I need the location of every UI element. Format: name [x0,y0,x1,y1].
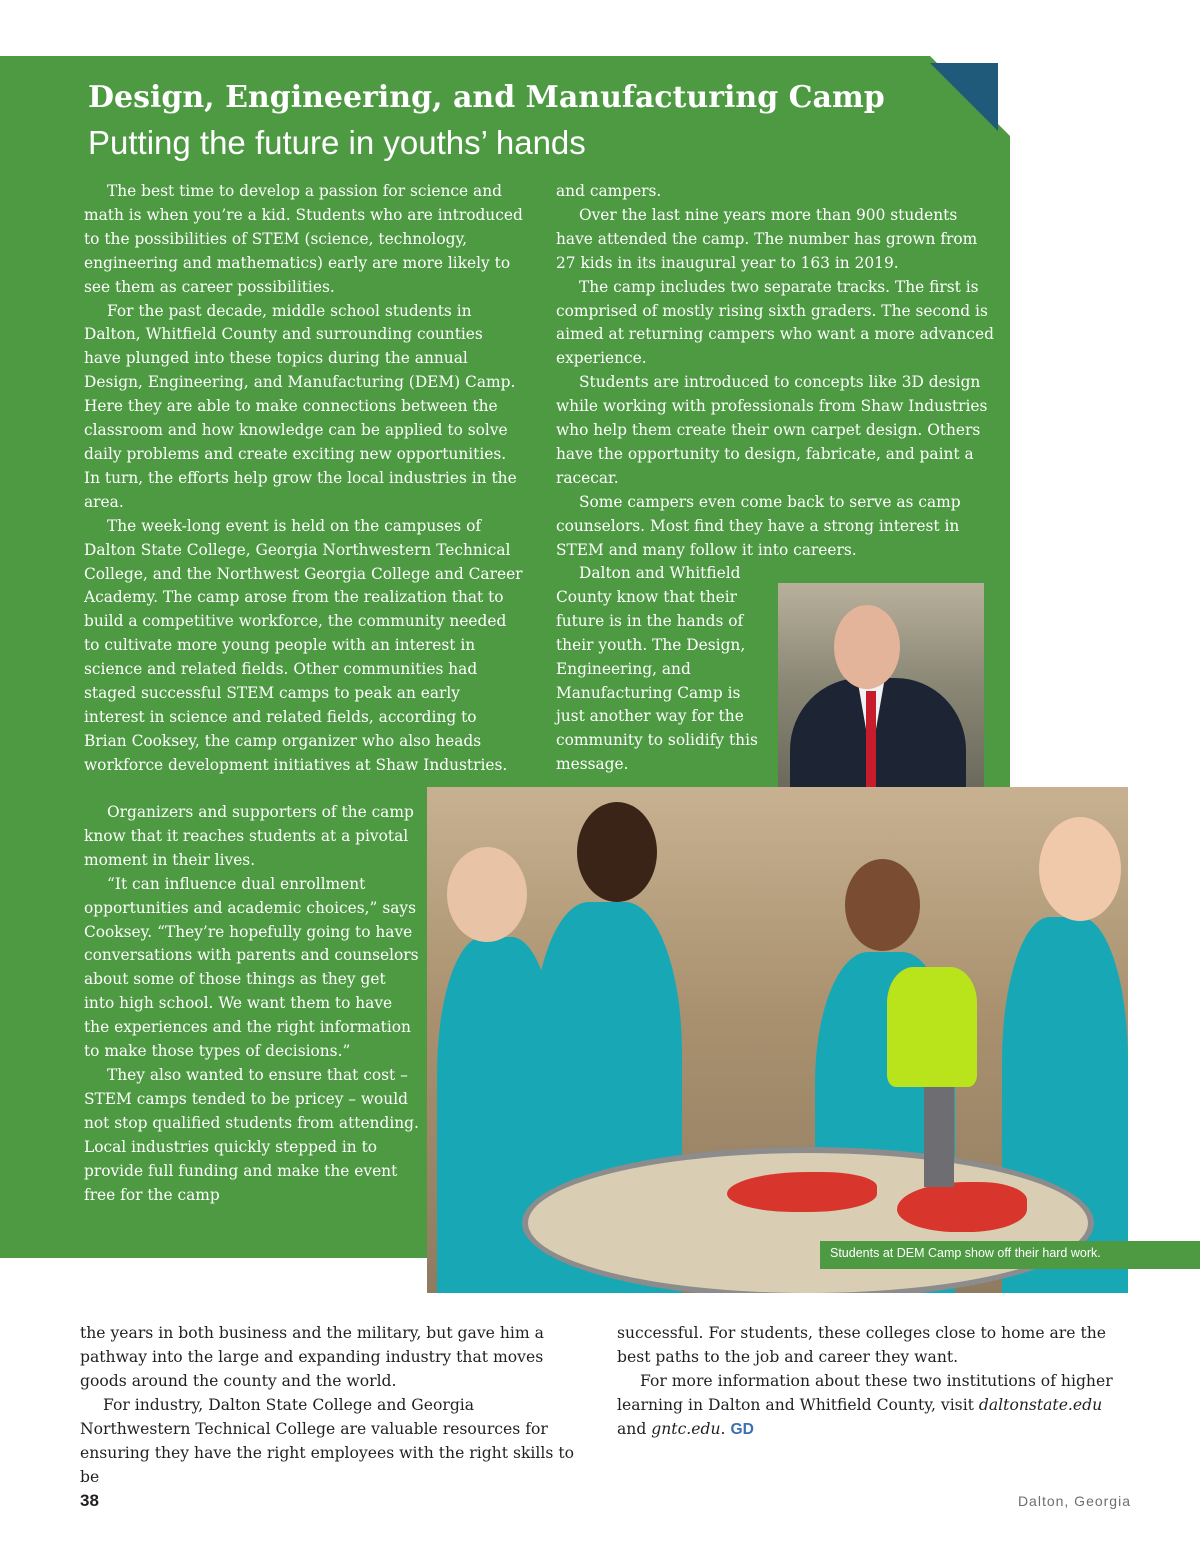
link-gntc[interactable]: gntc.edu [651,1420,721,1438]
continued-column-left [80,1321,580,1489]
body-column-left-top [84,180,524,778]
conjunction: and [617,1420,652,1438]
photo-figure-head [845,859,920,951]
paragraph: For the past decade, middle school students in Dalton, Whitfield County and surrounding counties have plunged into these topics during the annual Design, Engineering, and Manufacturing (DEM) Camp. Here they are able to make connections between the classroom and how knowledge can be applied to solve daily problems and create exciting new opportunities. In turn, the efforts help grow the local industries in the area. [84,301,517,511]
paragraph-lead: For more information about these two institutions of higher learning in Dalton and Whitfield County, visit [617,1372,1113,1414]
article-subtitle: Putting the future in youths’ hands [88,124,586,161]
body-column-right-top [556,180,996,563]
photo-flame-art [727,1172,877,1212]
paragraph: and campers. [556,182,662,200]
article-title: Design, Engineering, and Manufacturing Camp [88,80,885,115]
body-column-right-wrap [556,562,770,777]
paragraph: successful. For students, these colleges close to home are the best paths to the job and career they want. [617,1324,1106,1366]
continued-column-right [617,1321,1127,1442]
photo-figure-head [1039,817,1121,921]
paragraph: The camp includes two separate tracks. The first is comprised of mostly rising sixth graders. The second is aimed at returning campers who want a more advanced experience. [556,277,994,368]
portrait-figure-head [834,605,900,689]
paragraph [617,1369,1127,1442]
paragraph: the years in both business and the military, but gave him a pathway into the large and expanding industry that moves goods around the county and the world. [80,1324,544,1390]
photo-figure-head [447,847,527,942]
paragraph: Students are introduced to concepts like 3D design while working with professionals from Shaw Industries who help them create their own carpet design. Others have the opportunity to design, fabricate, and paint a racecar. [556,373,988,487]
paragraph: Over the last nine years more than 900 students have attended the camp. The number has grown from 27 kids in its inaugural year to 163 in 2019. [556,205,978,272]
photo-flame-art [897,1182,1027,1232]
paragraph: The week-long event is held on the campuses of Dalton State College, Georgia Northwestern Technical College, and the Northwest Georgia College and Career Academy. The camp arose from the realization that to build a competitive workforce, the community needed to cultivate more young people with an interest in science and related fields. Other communities had staged successful STEM camps to peak an early interest in science and related fields, according to Brian Cooksey, the camp organizer who also heads workforce development initiatives at Shaw Industries. [84,516,523,774]
paragraph: For industry, Dalton State College and Georgia Northwestern Technical College are valuable resources for ensuring they have the right employees with the right skills to be [80,1396,574,1486]
group-photo [427,787,1128,1293]
link-daltonstate[interactable]: daltonstate.edu [978,1396,1103,1414]
portrait-figure-tie [866,691,876,801]
body-column-left-lower [84,801,420,1207]
punctuation: . [720,1420,731,1438]
group-photo-caption: Students at DEM Camp show off their hard work. [830,1246,1101,1260]
paragraph: Organizers and supporters of the camp know that it reaches students at a pivotal moment in their lives. [84,803,414,869]
photo-drill-stem [924,1077,954,1187]
photo-figure-head [577,802,657,902]
paragraph: Dalton and Whitfield County know that their future is in the hands of their youth. The Design, Engineering, and Manufacturing Camp is just another way for the community to solidify this message. [556,564,758,774]
end-mark: GD [730,1421,754,1438]
photo-drill [887,967,977,1087]
paragraph: They also wanted to ensure that cost – STEM camps tended to be pricey – would not stop qualified students from attending. Local industries quickly stepped in to provide full funding and make the event free for the camp [84,1065,419,1204]
paragraph: The best time to develop a passion for science and math is when you’re a kid. Students who are introduced to the possibilities of STEM (science, technology, engineering and mathematics) early are more likely to see them as career possibilities. [84,182,523,296]
paragraph: Some campers even come back to serve as camp counselors. Most find they have a strong interest in STEM and many follow it into careers. [556,492,961,559]
page-number: 38 [80,1491,99,1510]
publication-footer: Dalton, Georgia [1017,1493,1131,1509]
paragraph: “It can influence dual enrollment opportunities and academic choices,” says Cooksey. “They’re hopefully going to have conversations with parents and counselors about some of those things as they get into high school. We want them to have the experiences and the right information to make those types of decisions.” [84,874,419,1061]
